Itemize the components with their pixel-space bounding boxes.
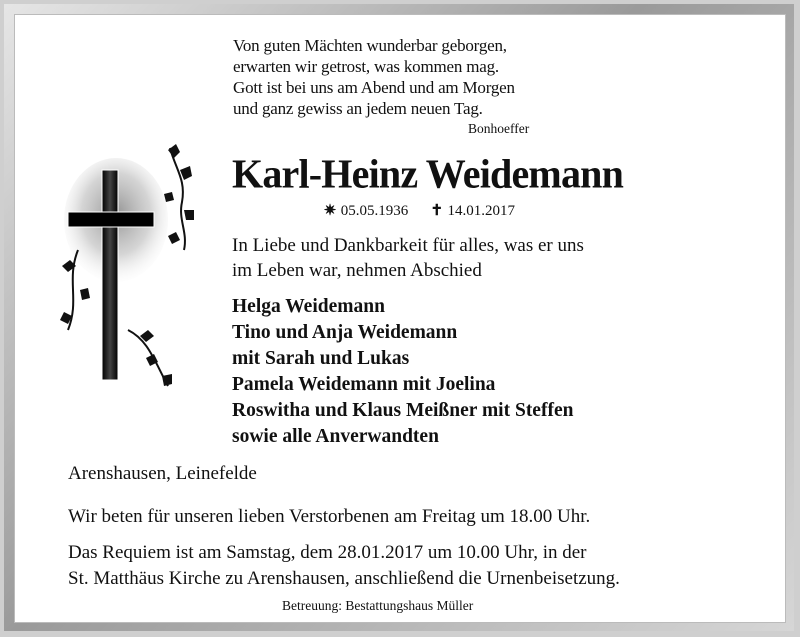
poem-line: und ganz gewiss an jedem neuen Tag. xyxy=(233,99,483,118)
farewell-intro xyxy=(232,233,584,283)
birth-star-icon: ✷ xyxy=(323,203,337,219)
intro-line: In Liebe und Dankbarkeit für alles, was er uns xyxy=(232,235,584,256)
mourner: Helga Weidemann xyxy=(232,296,385,317)
poem-author: Bonhoeffer xyxy=(468,121,530,136)
cross-with-ivy-icon xyxy=(58,140,198,396)
death-date: 14.01.2017 xyxy=(447,203,515,219)
poem xyxy=(233,35,515,119)
intro-line: im Leben war, nehmen Abschied xyxy=(232,260,482,281)
requiem-line: St. Matthäus Kirche zu Arenshausen, anschließend die Urnenbeisetzung. xyxy=(68,568,620,589)
poem-line: erwarten wir getrost, was kommen mag. xyxy=(233,57,499,76)
mourners-list xyxy=(232,294,573,450)
birth-date: 05.05.1936 xyxy=(340,203,409,219)
mourner: Tino und Anja Weidemann xyxy=(232,322,458,343)
death-cross-icon: ✝ xyxy=(430,203,444,219)
prayer-notice: Wir beten für unseren lieben Verstorbenen am Freitag um 18.00 Uhr. xyxy=(68,506,591,527)
location: Arenshausen, Leinefelde xyxy=(68,463,257,484)
mourner: sowie alle Anverwandten xyxy=(232,426,439,447)
life-dates xyxy=(323,201,515,220)
poem-line: Von guten Mächten wunderbar geborgen, xyxy=(233,36,507,55)
deceased-name: Karl-Heinz Weidemann xyxy=(232,150,624,197)
mourner: Pamela Weidemann mit Joelina xyxy=(232,374,496,395)
requiem-line: Das Requiem ist am Samstag, dem 28.01.2017 um 10.00 Uhr, in der xyxy=(68,542,587,563)
poem-line: Gott ist bei uns am Abend und am Morgen xyxy=(233,78,515,97)
mourner: mit Sarah und Lukas xyxy=(232,348,410,369)
undertaker-credit: Betreuung: Bestattungshaus Müller xyxy=(282,598,474,613)
mourner: Roswitha und Klaus Meißner mit Steffen xyxy=(232,400,574,421)
requiem-notice xyxy=(68,540,620,592)
